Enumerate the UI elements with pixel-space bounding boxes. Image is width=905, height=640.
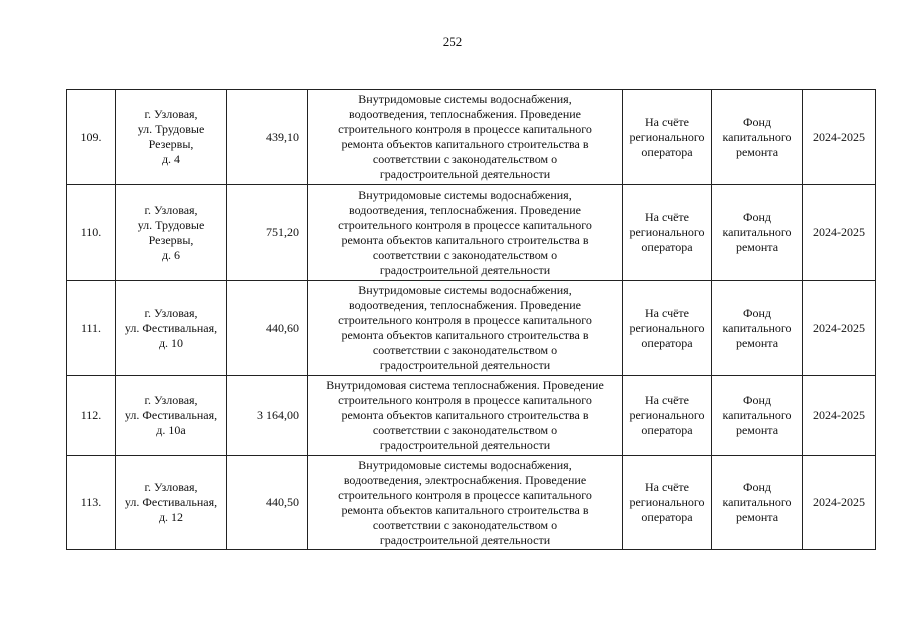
row-number-cell	[67, 376, 116, 456]
works-description-line: строительного контроля в процессе капитального	[338, 122, 592, 136]
account-method-line: регионального	[629, 129, 705, 144]
area-text: 440,50	[266, 495, 299, 509]
row-number-text: 113.	[80, 495, 102, 509]
table-row	[67, 90, 876, 185]
works-description-line: градостроительной деятельности	[379, 438, 551, 452]
works-description-line: Внутридомовая система теплоснабжения. Проведение	[326, 378, 604, 392]
address-line: ул. Фестивальная,	[124, 495, 218, 509]
works-description-line: соответствии с законодательством о	[372, 423, 558, 437]
account-method-line: оператора	[641, 510, 693, 524]
address-line: д. 10	[158, 335, 184, 350]
row-number-cell	[67, 185, 116, 281]
works-description-line: ремонта объектов капитального строительства в	[341, 502, 589, 517]
area-text: 439,10	[266, 129, 299, 144]
works-description-line: строительного контроля в процессе капитального	[338, 393, 592, 407]
works-description-line: градостроительной деятельности	[379, 167, 551, 181]
address-line: Резервы,	[148, 137, 194, 151]
row-number-text: 112.	[80, 408, 102, 422]
address-line: д. 6	[161, 247, 181, 262]
works-description-cell	[308, 90, 623, 185]
works-description-line: соответствии с законодательством о	[372, 343, 558, 357]
funding-source-cell	[712, 456, 803, 550]
area-text: 751,20	[266, 225, 299, 239]
address-line: г. Узловая,	[144, 107, 198, 121]
years-cell	[803, 90, 876, 185]
years-text: 2024-2025	[813, 408, 865, 422]
works-description-line: ремонта объектов капитального строительства в	[341, 328, 589, 342]
funding-source-cell	[712, 185, 803, 281]
funding-source-line: ремонта	[735, 144, 779, 159]
table-row	[67, 281, 876, 376]
address-line: ул. Фестивальная,	[124, 408, 218, 422]
works-description-line: Внутридомовые системы водоснабжения,	[358, 457, 572, 472]
address-line: д. 12	[158, 510, 184, 524]
account-method-line: оператора	[641, 335, 693, 350]
address-line: г. Узловая,	[144, 202, 198, 217]
funding-source-line: Фонд	[742, 114, 771, 129]
account-method-cell	[623, 281, 712, 376]
table-row	[67, 185, 876, 281]
area-cell	[227, 281, 308, 376]
works-description-line: соответствии с законодательством о	[372, 517, 558, 532]
works-description-line: градостроительной деятельности	[379, 532, 551, 547]
address-line: ул. Трудовые	[137, 122, 205, 136]
funding-source-line: Фонд	[742, 305, 771, 320]
funding-source-line: Фонд	[742, 480, 771, 494]
funding-source-line: капитального	[722, 129, 792, 144]
funding-source-line: капитального	[722, 225, 792, 239]
funding-source-line: ремонта	[735, 423, 779, 437]
table-row	[67, 376, 876, 456]
works-description-line: Внутридомовые системы водоснабжения,	[358, 283, 572, 297]
works-description-cell	[308, 456, 623, 550]
address-line: д. 4	[161, 152, 181, 166]
address-line: г. Узловая,	[144, 305, 198, 320]
account-method-line: На счёте	[644, 393, 689, 407]
account-method-line: На счёте	[644, 114, 689, 129]
funding-source-line: ремонта	[735, 335, 779, 350]
works-description-line: ремонта объектов капитального строительства в	[341, 232, 589, 247]
years-cell	[803, 185, 876, 281]
works-description-line: градостроительной деятельности	[379, 358, 551, 372]
address-cell	[116, 185, 227, 281]
account-method-line: регионального	[629, 320, 705, 335]
account-method-line: регионального	[629, 225, 705, 239]
works-description-line: Внутридомовые системы водоснабжения,	[358, 92, 572, 106]
page-number: 252	[442, 34, 463, 49]
works-description-line: строительного контроля в процессе капитального	[338, 217, 592, 232]
years-text: 2024-2025	[813, 225, 865, 239]
account-method-cell	[623, 185, 712, 281]
address-line: ул. Фестивальная,	[124, 320, 218, 335]
repair-program-table	[66, 89, 876, 550]
years-cell	[803, 281, 876, 376]
works-description-line: водоотведения, теплоснабжения. Проведение	[348, 107, 581, 121]
address-line: г. Узловая,	[144, 480, 198, 494]
address-cell	[116, 456, 227, 550]
account-method-line: На счёте	[644, 480, 689, 494]
row-number-cell	[67, 456, 116, 550]
row-number-cell	[67, 90, 116, 185]
funding-source-line: Фонд	[742, 393, 771, 407]
works-description-line: водоотведения, теплоснабжения. Проведение	[348, 202, 581, 217]
works-description-line: Внутридомовые системы водоснабжения,	[358, 187, 572, 202]
address-line: г. Узловая,	[144, 393, 198, 407]
area-cell	[227, 456, 308, 550]
area-text: 3 164,00	[257, 408, 299, 422]
funding-source-cell	[712, 281, 803, 376]
address-line: д. 10а	[156, 423, 186, 437]
table-row	[67, 456, 876, 550]
account-method-line: оператора	[641, 423, 693, 437]
address-line: ул. Трудовые	[137, 217, 205, 232]
works-description-line: строительного контроля в процессе капитального	[338, 313, 592, 327]
account-method-line: оператора	[641, 144, 693, 159]
address-cell	[116, 90, 227, 185]
works-description-line: ремонта объектов капитального строительства в	[341, 408, 589, 422]
years-text: 2024-2025	[813, 320, 865, 335]
area-cell	[227, 90, 308, 185]
address-line: Резервы,	[148, 232, 194, 247]
row-number-text: 109.	[80, 129, 102, 144]
account-method-cell	[623, 90, 712, 185]
row-number-text: 110.	[80, 225, 102, 239]
funding-source-cell	[712, 376, 803, 456]
works-description-line: водоотведения, электроснабжения. Проведение	[343, 472, 587, 487]
account-method-line: регионального	[629, 495, 705, 509]
works-description-line: соответствии с законодательством о	[372, 152, 558, 166]
funding-source-line: ремонта	[735, 510, 779, 524]
account-method-line: регионального	[629, 408, 705, 422]
address-cell	[116, 281, 227, 376]
account-method-line: На счёте	[644, 210, 689, 224]
funding-source-line: капитального	[722, 495, 792, 509]
works-description-cell	[308, 185, 623, 281]
account-method-cell	[623, 376, 712, 456]
funding-source-line: Фонд	[742, 210, 771, 224]
works-description-line: градостроительной деятельности	[379, 262, 551, 277]
works-description-cell	[308, 376, 623, 456]
account-method-cell	[623, 456, 712, 550]
works-description-line: водоотведения, теплоснабжения. Проведение	[348, 298, 581, 312]
years-cell	[803, 376, 876, 456]
works-description-cell	[308, 281, 623, 376]
area-text: 440,60	[266, 320, 299, 335]
works-description-line: строительного контроля в процессе капитального	[338, 487, 592, 502]
funding-source-line: ремонта	[735, 240, 779, 254]
years-text: 2024-2025	[813, 495, 865, 509]
table-body	[67, 90, 876, 550]
area-cell	[227, 185, 308, 281]
works-description-line: ремонта объектов капитального строительства в	[341, 137, 589, 151]
funding-source-line: капитального	[722, 320, 792, 335]
funding-source-line: капитального	[722, 408, 792, 422]
years-text: 2024-2025	[813, 129, 865, 144]
area-cell	[227, 376, 308, 456]
address-cell	[116, 376, 227, 456]
row-number-text: 111.	[80, 320, 102, 335]
works-description-line: соответствии с законодательством о	[372, 247, 558, 262]
years-cell	[803, 456, 876, 550]
account-method-line: оператора	[641, 240, 693, 254]
account-method-line: На счёте	[644, 305, 689, 320]
funding-source-cell	[712, 90, 803, 185]
row-number-cell	[67, 281, 116, 376]
